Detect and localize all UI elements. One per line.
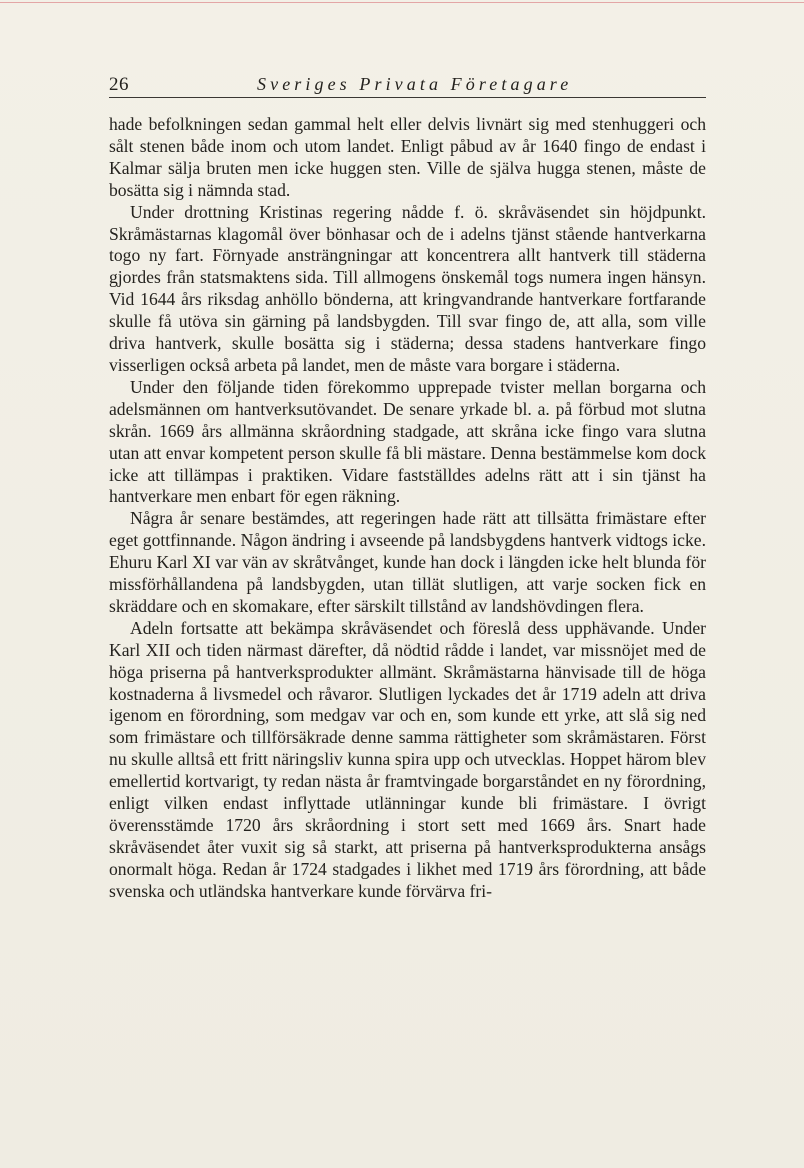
- running-title: Sveriges Privata Företagare: [257, 74, 573, 94]
- top-edge-line: [0, 2, 804, 3]
- body-text: [109, 114, 706, 903]
- page-number: 26: [109, 74, 129, 95]
- page-header: [109, 74, 706, 96]
- paragraph: Adeln fortsatte att bekämpa skråväsendet och föreslå dess upphävande. Under Karl XII och tiden närmast därefter, då nödtid rådde i landet, var missnöjet med de höga priserna på hantverksprodukter allmänt. Skråmästarna hänvisade till de höga kostnaderna å livsmedel och råvaror. Slutligen lyckades det år 1719 adeln att driva igenom en förordning, som medgav var och en, som kunde ett yrke, att slå sig ned som frimästare och tillförsäkrade denne samma rättigheter som skråmästaren. Först nu skulle alltså ett fritt näringsliv kunna spira upp och utvecklas. Hoppet härom blev emellertid kortvarigt, ty redan nästa år framtvingade borgarståndet en ny förordning, enligt vilken endast inflyttade utlänningar kunde bli frimästare. I övrigt överensstämde 1720 års skråordning i stort sett med 1669 års. Snart hade skråväsendet åter vuxit sig så starkt, att priserna på hantverksprodukterna ansågs onormalt höga. Redan år 1724 stadgades i likhet med 1719 års förordning, att både svenska och utländska hantverkare kunde förvärva fri-: [109, 617, 706, 901]
- header-rule: [109, 97, 706, 98]
- paragraph: Under den följande tiden förekommo upprepade tvister mellan borgarna och adelsmännen om hantverksutövandet. De senare yrkade bl. a. på förbud mot slutna skrån. 1669 års allmänna skråordning stadgade, att skråna icke fingo vara slutna utan att envar kompetent person skulle få bli mästare. Denna bestämmelse kom dock icke att tillämpas i praktiken. Vidare fastställdes adelns rätt att i sin tjänst ha hantverkare men enbart för egen räkning.: [109, 376, 706, 507]
- paragraph: Några år senare bestämdes, att regeringen hade rätt att tillsätta frimästare efter eget gottfinnande. Någon ändring i avseende på landsbygdens hantverk vidtogs icke. Ehuru Karl XI var vän av skråtvånget, kunde han dock i längden icke helt blunda för missförhållandena på landsbygden, utan tillät slutligen, att varje socken fick en skräddare och en skomakare, efter särskilt tillstånd av landshövdingen flera.: [109, 508, 706, 616]
- paragraph: hade befolkningen sedan gammal helt eller delvis livnärt sig med stenhuggeri och sålt stenen både inom och utom landet. Enligt påbud av år 1640 fingo de endast i Kalmar sälja bruten men icke huggen sten. Ville de själva hugga stenen, måste de bosätta sig i nämnda stad.: [109, 114, 706, 200]
- paragraph: Under drottning Kristinas regering nådde f. ö. skråväsendet sin höjdpunkt. Skråmästarnas klagomål över bönhasar och de i adelns tjänst stående hantverkarna togo ny fart. Förnyade ansträngningar att koncentrera allt hantverk till städerna gjordes från statsmaktens sida. Till allmogens önskemål togs numera ingen hänsyn. Vid 1644 års riksdag anhöllo bönderna, att kringvandrande hantverkare fortfarande skulle få utöva sin gärning på landsbygden. Till svar fingo de, att alla, som ville driva hantverk, skulle bosätta sig i städerna; dessa stadens hantverkare fingo visserligen också arbeta på landet, men de måste vara borgare i städerna.: [109, 201, 706, 375]
